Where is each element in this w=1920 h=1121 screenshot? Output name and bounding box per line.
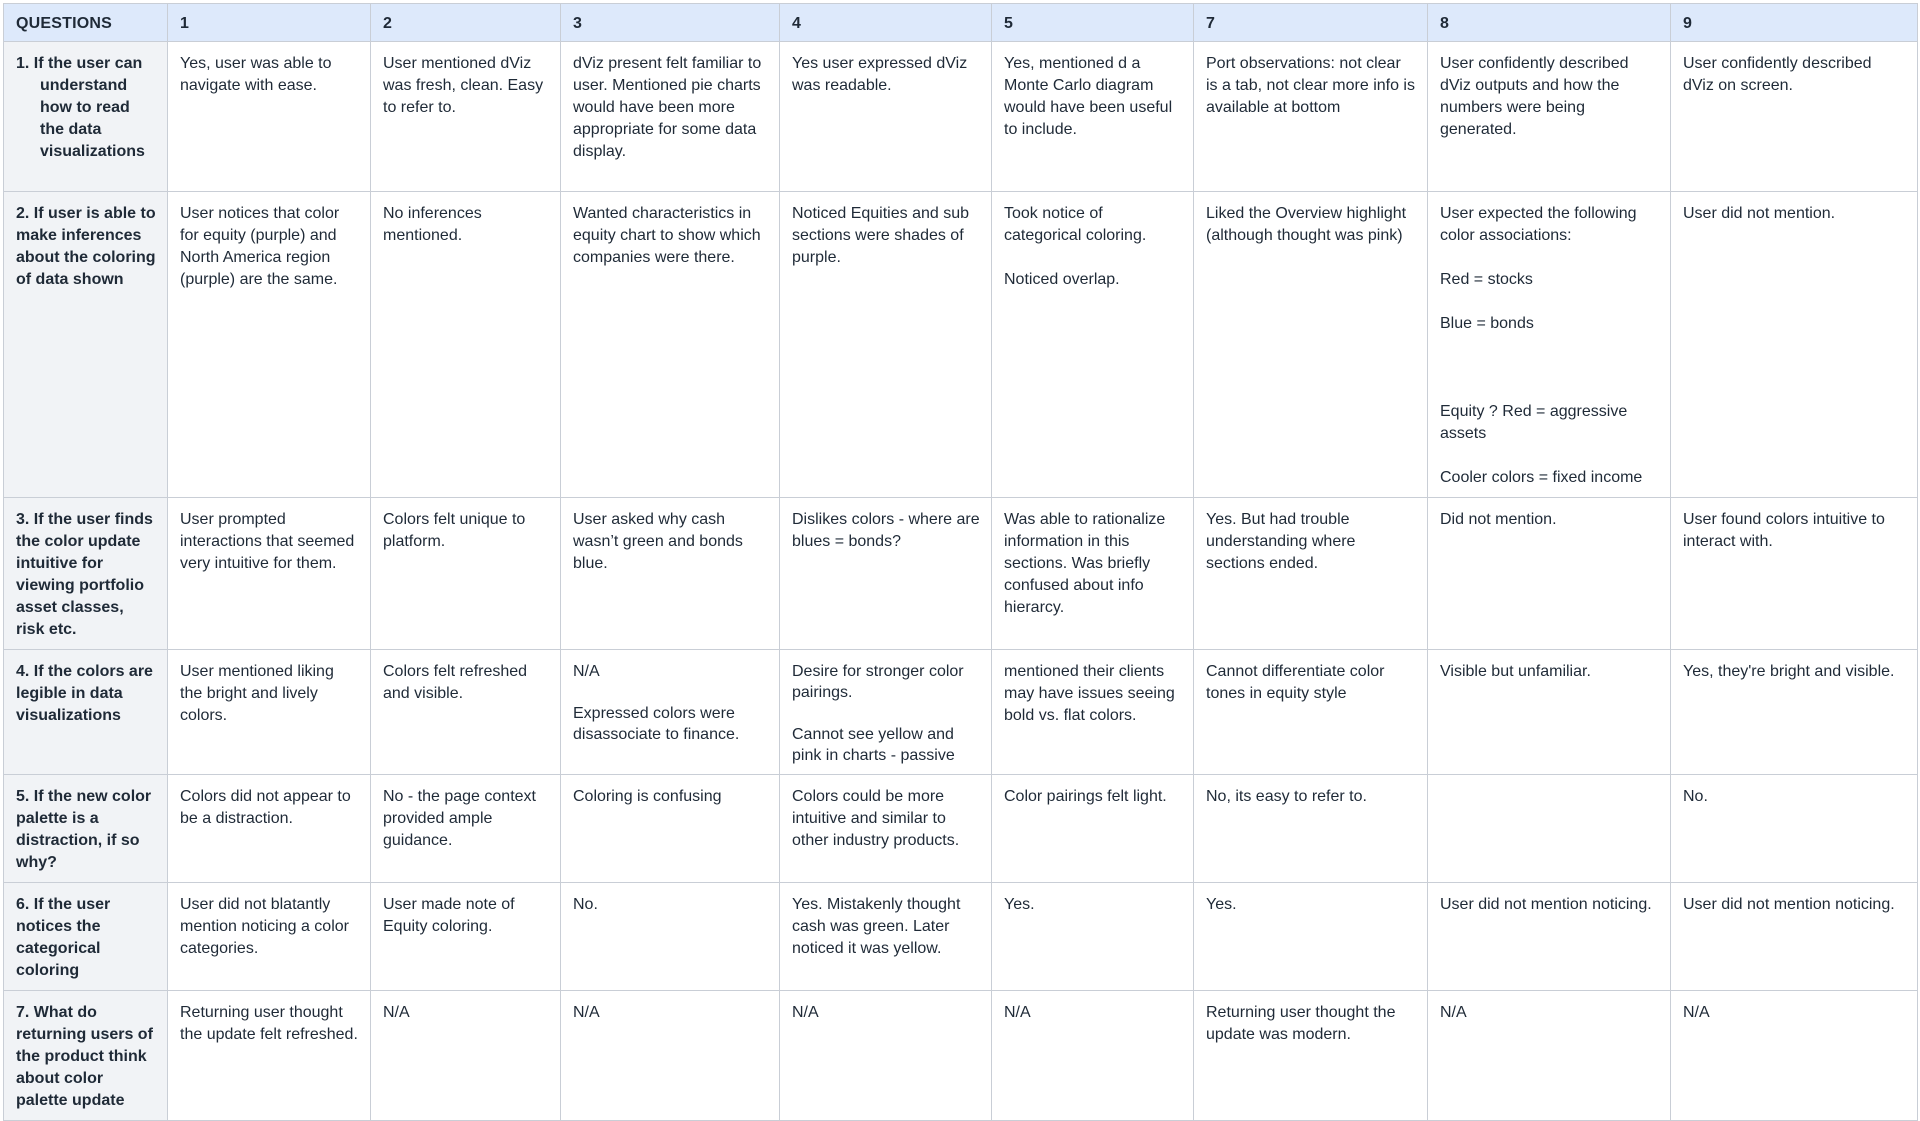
response-cell: Yes user expressed dViz was readable. xyxy=(780,42,992,192)
response-cell: User did not mention. xyxy=(1671,192,1918,498)
response-cell: Port observations: not clear is a tab, not clear more info is available at bottom xyxy=(1194,42,1428,192)
response-cell: User asked why cash wasn’t green and bonds blue. xyxy=(561,498,780,650)
response-cell: Colors felt unique to platform. xyxy=(371,498,561,650)
response-cell: User prompted interactions that seemed very intuitive for them. xyxy=(168,498,371,650)
question-cell: 3. If the user finds the color update intuitive for viewing portfolio asset classes, risk etc. xyxy=(4,498,168,650)
header-participant: 3 xyxy=(561,4,780,42)
response-cell: Colors felt refreshed and visible. xyxy=(371,650,561,775)
response-cell: Yes. But had trouble understanding where sections ended. xyxy=(1194,498,1428,650)
response-cell: Colors could be more intuitive and similar to other industry products. xyxy=(780,775,992,883)
response-cell: Yes. Mistakenly thought cash was green. Later noticed it was yellow. xyxy=(780,883,992,991)
header-participant: 9 xyxy=(1671,4,1918,42)
table-row xyxy=(4,650,1918,775)
response-cell: No - the page context provided ample guidance. xyxy=(371,775,561,883)
response-cell: Yes. xyxy=(1194,883,1428,991)
response-cell: Yes, user was able to navigate with ease. xyxy=(168,42,371,192)
response-cell: N/A xyxy=(1671,991,1918,1121)
response-cell: mentioned their clients may have issues seeing bold vs. flat colors. xyxy=(992,650,1194,775)
response-cell: Cannot differentiate color tones in equity style xyxy=(1194,650,1428,775)
response-cell: User did not mention noticing. xyxy=(1428,883,1671,991)
response-cell: Visible but unfamiliar. xyxy=(1428,650,1671,775)
table-row xyxy=(4,775,1918,883)
response-cell: N/A xyxy=(371,991,561,1121)
header-row xyxy=(4,4,1918,42)
response-cell: User confidently described dViz on screen. xyxy=(1671,42,1918,192)
question-cell: 1. If the user can understand how to read the data visualizations xyxy=(4,42,168,192)
response-cell: User expected the following color associations: Red = stocks Blue = bonds Equity ? Red = aggressive assets Cooler colors = fixed income xyxy=(1428,192,1671,498)
response-cell: No, its easy to refer to. xyxy=(1194,775,1428,883)
response-cell: Returning user thought the update felt refreshed. xyxy=(168,991,371,1121)
response-cell: N/A xyxy=(561,991,780,1121)
response-cell: dViz present felt familiar to user. Mentioned pie charts would have been more appropriate for some data display. xyxy=(561,42,780,192)
response-cell: Coloring is confusing xyxy=(561,775,780,883)
table-row xyxy=(4,192,1918,498)
response-cell: No. xyxy=(1671,775,1918,883)
research-findings-table xyxy=(3,3,1918,1121)
response-cell: User did not blatantly mention noticing a color categories. xyxy=(168,883,371,991)
table-row xyxy=(4,498,1918,650)
response-cell: Yes, mentioned d a Monte Carlo diagram would have been useful to include. xyxy=(992,42,1194,192)
response-cell: Wanted characteristics in equity chart to show which companies were there. xyxy=(561,192,780,498)
research-findings-table-wrapper xyxy=(3,3,1918,1121)
response-cell: No. xyxy=(561,883,780,991)
table-row xyxy=(4,42,1918,192)
response-cell: User made note of Equity coloring. xyxy=(371,883,561,991)
response-cell: User notices that color for equity (purple) and North America region (purple) are the same. xyxy=(168,192,371,498)
response-cell: N/A Expressed colors were disassociate to finance. xyxy=(561,650,780,775)
question-cell: 4. If the colors are legible in data visualizations xyxy=(4,650,168,775)
question-cell: 7. What do returning users of the product think about color palette update xyxy=(4,991,168,1121)
response-cell: Color pairings felt light. xyxy=(992,775,1194,883)
table-row xyxy=(4,991,1918,1121)
response-cell: N/A xyxy=(1428,991,1671,1121)
response-cell: User confidently described dViz outputs and how the numbers were being generated. xyxy=(1428,42,1671,192)
response-cell: User found colors intuitive to interact with. xyxy=(1671,498,1918,650)
question-cell: 6. If the user notices the categorical coloring xyxy=(4,883,168,991)
response-cell: User did not mention noticing. xyxy=(1671,883,1918,991)
question-cell: 2. If user is able to make inferences about the coloring of data shown xyxy=(4,192,168,498)
response-cell: Dislikes colors - where are blues = bonds? xyxy=(780,498,992,650)
response-cell: User mentioned dViz was fresh, clean. Easy to refer to. xyxy=(371,42,561,192)
response-cell: Colors did not appear to be a distraction. xyxy=(168,775,371,883)
header-participant: 4 xyxy=(780,4,992,42)
response-cell: Noticed Equities and sub sections were shades of purple. xyxy=(780,192,992,498)
header-participant: 8 xyxy=(1428,4,1671,42)
response-cell: Yes, they're bright and visible. xyxy=(1671,650,1918,775)
header-participant: 7 xyxy=(1194,4,1428,42)
response-cell: User mentioned liking the bright and lively colors. xyxy=(168,650,371,775)
response-cell: N/A xyxy=(992,991,1194,1121)
question-cell: 5. If the new color palette is a distraction, if so why? xyxy=(4,775,168,883)
header-participant: 5 xyxy=(992,4,1194,42)
response-cell: N/A xyxy=(780,991,992,1121)
response-cell: Was able to rationalize information in this sections. Was briefly confused about info hierarcy. xyxy=(992,498,1194,650)
response-cell: No inferences mentioned. xyxy=(371,192,561,498)
response-cell: Did not mention. xyxy=(1428,498,1671,650)
response-cell: Liked the Overview highlight (although thought was pink) xyxy=(1194,192,1428,498)
response-cell: Yes. xyxy=(992,883,1194,991)
response-cell xyxy=(1428,775,1671,883)
header-participant: 2 xyxy=(371,4,561,42)
header-questions: QUESTIONS xyxy=(4,4,168,42)
table-row xyxy=(4,883,1918,991)
response-cell: Returning user thought the update was modern. xyxy=(1194,991,1428,1121)
response-cell: Took notice of categorical coloring. Noticed overlap. xyxy=(992,192,1194,498)
response-cell: Desire for stronger color pairings. Cannot see yellow and pink in charts - passive xyxy=(780,650,992,775)
header-participant: 1 xyxy=(168,4,371,42)
